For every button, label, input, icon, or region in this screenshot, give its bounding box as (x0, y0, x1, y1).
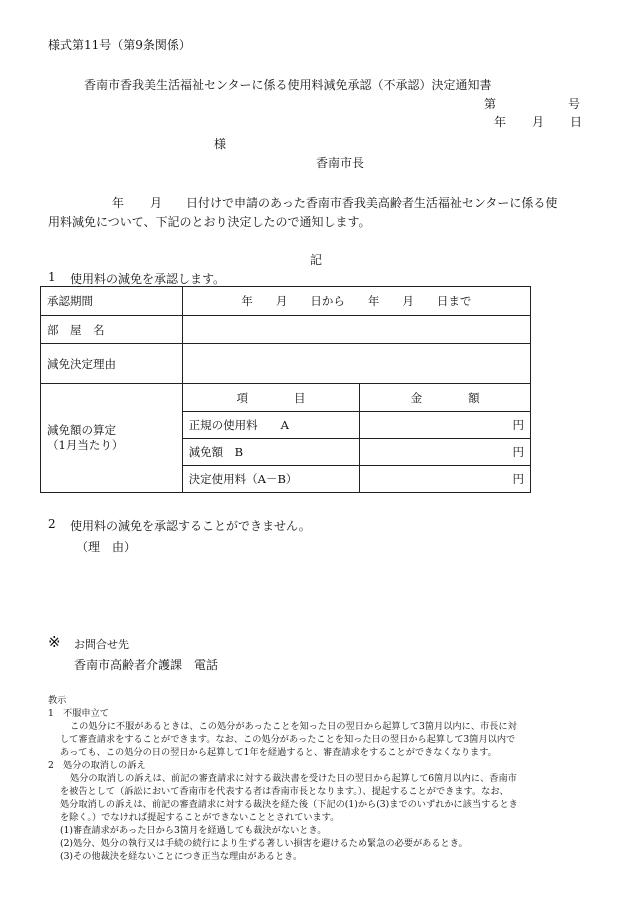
section1-heading: 使用料の減免を承認します。 (70, 272, 226, 286)
reduction-table (40, 286, 531, 493)
row-unit-final-fee: 円 (360, 466, 531, 493)
contact-label: お問合せ先 (74, 638, 129, 651)
notice-item2-line3: 処分取消しの訴えは、前記の審査請求に対する裁決を経た後（下記の(1)から(3)までのいずれかに該当するとき (60, 799, 518, 810)
intro-year: 年 (112, 196, 125, 210)
notice-item2-line1: 処分の取消しの訴えは、前記の審査請求に対する裁決書を受けた日の翌日から起算して6箇月以内に、香南市 (70, 773, 517, 784)
date-day: 日 (570, 115, 583, 129)
ki-marker: 記 (310, 253, 323, 267)
reason-value (182, 344, 530, 384)
notice-item2-line6: (2)処分、処分の執行又は手続の続行により生ずる著しい損害を避けるため緊急の必要があるとき。 (60, 838, 468, 849)
intro-line2: 用料減免について、下記のとおり決定したので通知します。 (48, 215, 371, 229)
calc-label-line2: （1月当たり） (47, 438, 124, 452)
notice-item2-line7: (3)その他裁決を経ないことにつき正当な理由があるとき。 (60, 851, 303, 862)
date-year: 年 (494, 115, 507, 129)
reference-mark-icon: ※ (48, 633, 61, 651)
document-title: 香南市香我美生活福祉センターに係る使用料減免承認（不承認）決定通知書 (84, 78, 492, 92)
column-item-header: 項 目 (182, 384, 360, 412)
room-label: 部 屋 名 (41, 316, 183, 344)
notice-item1-line2: して審査請求をすることができます。なお、この処分があったことを知った日の翌日から起算して3箇月以内で (60, 734, 516, 745)
intro-month: 月 (150, 196, 163, 210)
period-label: 承認期間 (41, 287, 183, 316)
number-prefix: 第 (484, 97, 497, 111)
notice-item1-line1: この処分に不服があるときは、この処分があったことを知った日の翌日から起算して3箇月以内に、市長に対 (70, 721, 517, 732)
row-item-final-fee: 決定使用料（A－B） (182, 466, 360, 493)
column-amount-header: 金 額 (360, 384, 531, 412)
calc-label (41, 384, 183, 493)
calc-label-line1: 減免額の算定 (47, 422, 116, 437)
notice-item1-heading: 1 不服申立て (48, 708, 109, 719)
notice-item1-line3: あっても、この処分の日の翌日から起算して1年を経過すると、審査請求をすることができなくなります。 (60, 747, 497, 758)
row-unit-regular-fee: 円 (360, 412, 531, 439)
contact-detail: 香南市高齢者介護課 電話 (74, 658, 219, 672)
notice-item2-line5: (1)審査請求があった日から3箇月を経過しても裁決がないとき。 (60, 825, 327, 836)
reason-label: 減免決定理由 (41, 344, 183, 384)
notice-item2-heading: 2 処分の取消しの訴え (48, 760, 146, 771)
section2-reason-label: （理 由） (76, 540, 137, 554)
row-item-reduction: 減免額 B (182, 439, 360, 466)
notice-item2-line2: を被告として（訴訟において香南市を代表する者は香南市長となります。）、提起することができます。なお、 (60, 786, 509, 797)
section2-heading: 使用料の減免を承認することができません。 (70, 519, 311, 533)
notice-item2-line4: を除く。）でなければ提起することができないこととされています。 (60, 812, 340, 823)
date-month: 月 (532, 115, 545, 129)
section1-number: 1 (48, 270, 56, 284)
row-item-regular-fee: 正規の使用料 A (182, 412, 360, 439)
period-value: 年 月 日から 年 月 日まで (182, 287, 530, 316)
issuer: 香南市長 (316, 156, 365, 170)
row-unit-reduction: 円 (360, 439, 531, 466)
notice-title: 教示 (48, 695, 67, 706)
room-value (182, 316, 530, 344)
number-suffix: 号 (568, 97, 581, 111)
intro-line1: 日付けで申請のあった香南市香我美高齢者生活福祉センターに係る使 (186, 196, 558, 210)
form-number: 様式第11号（第9条関係） (48, 38, 191, 52)
section2-number: 2 (48, 517, 56, 531)
addressee-suffix: 様 (214, 137, 227, 151)
